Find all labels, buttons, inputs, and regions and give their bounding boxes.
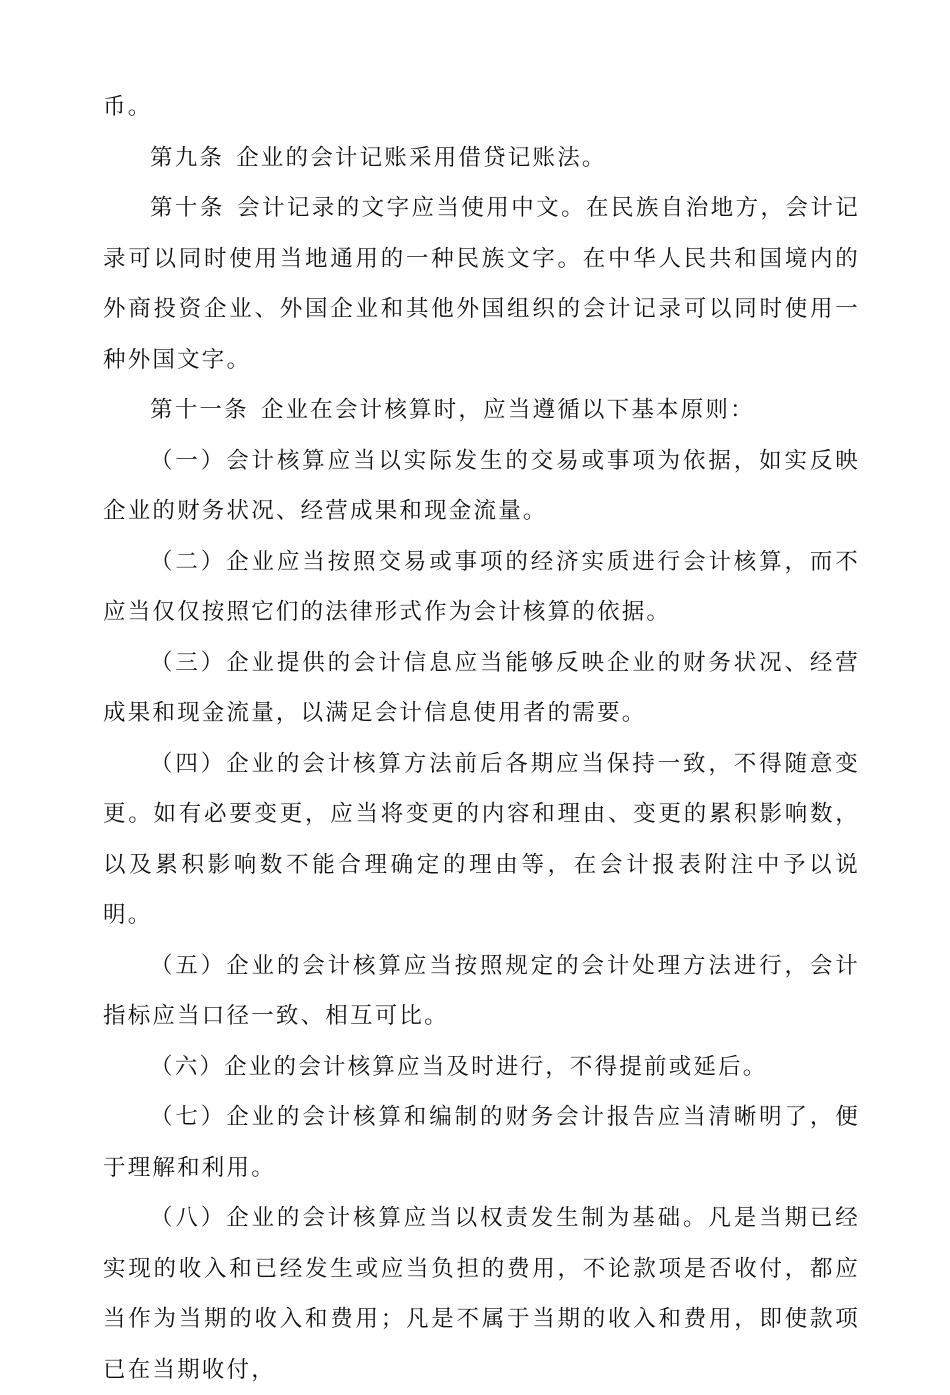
principle-8 [103, 1193, 860, 1395]
paragraph-text: 企业的会计记账采用借贷记账法。 [236, 144, 607, 171]
article-heading: 第十一条 [150, 397, 249, 423]
article-heading: 第十条 [150, 195, 225, 221]
principle-1 [103, 436, 860, 537]
paragraph-text: 会计记录的文字应当使用中文。在民族自治地方，会计记录可以同时使用当地通用的一种民族文字。在中华人民共和国境内的外商投资企业、外国企业和其他外国组织的会计记录可以同时使用一种外国文字。 [103, 195, 860, 373]
paragraph-continuation [103, 82, 860, 133]
paragraph-text: （二）企业应当按照交易或事项的经济实质进行会计核算，而不应当仅仅按照它们的法律形式作为会计核算的依据。 [103, 548, 860, 625]
document-body [103, 82, 860, 1395]
paragraph-text: 企业在会计核算时，应当遵循以下基本原则： [260, 397, 755, 423]
principle-2 [103, 537, 860, 638]
paragraph-text: 币。 [103, 94, 153, 120]
principle-6 [103, 1042, 860, 1093]
principle-5 [103, 941, 860, 1042]
paragraph-text: （四）企业的会计核算方法前后各期应当保持一致，不得随意变更。如有必要变更，应当将变更的内容和理由、变更的累积影响数，以及累积影响数不能合理确定的理由等，在会计报表附注中予以说明。 [103, 750, 860, 928]
article-9 [103, 133, 860, 184]
article-11 [103, 385, 860, 436]
paragraph-text: （八）企业的会计核算应当以权责发生制为基础。凡是当期已经实现的收入和已经发生或应当负担的费用，不论款项是否收付，都应当作为当期的收入和费用；凡是不属于当期的收入和费用，即使款项已在当期收付， [103, 1205, 860, 1383]
principle-4 [103, 739, 860, 941]
article-heading: 第九条 [150, 144, 225, 171]
paragraph-text: （六）企业的会计核算应当及时进行，不得提前或延后。 [150, 1053, 768, 1080]
article-10 [103, 183, 860, 385]
paragraph-text: （七）企业的会计核算和编制的财务会计报告应当清晰明了，便于理解和利用。 [103, 1104, 860, 1181]
paragraph-text: （五）企业的会计核算应当按照规定的会计处理方法进行，会计指标应当口径一致、相互可比。 [103, 952, 860, 1029]
principle-3 [103, 638, 860, 739]
principle-7 [103, 1092, 860, 1193]
paragraph-text: （三）企业提供的会计信息应当能够反映企业的财务状况、经营成果和现金流量，以满足会计信息使用者的需要。 [103, 649, 860, 726]
paragraph-text: （一）会计核算应当以实际发生的交易或事项为依据，如实反映企业的财务状况、经营成果和现金流量。 [103, 447, 860, 524]
